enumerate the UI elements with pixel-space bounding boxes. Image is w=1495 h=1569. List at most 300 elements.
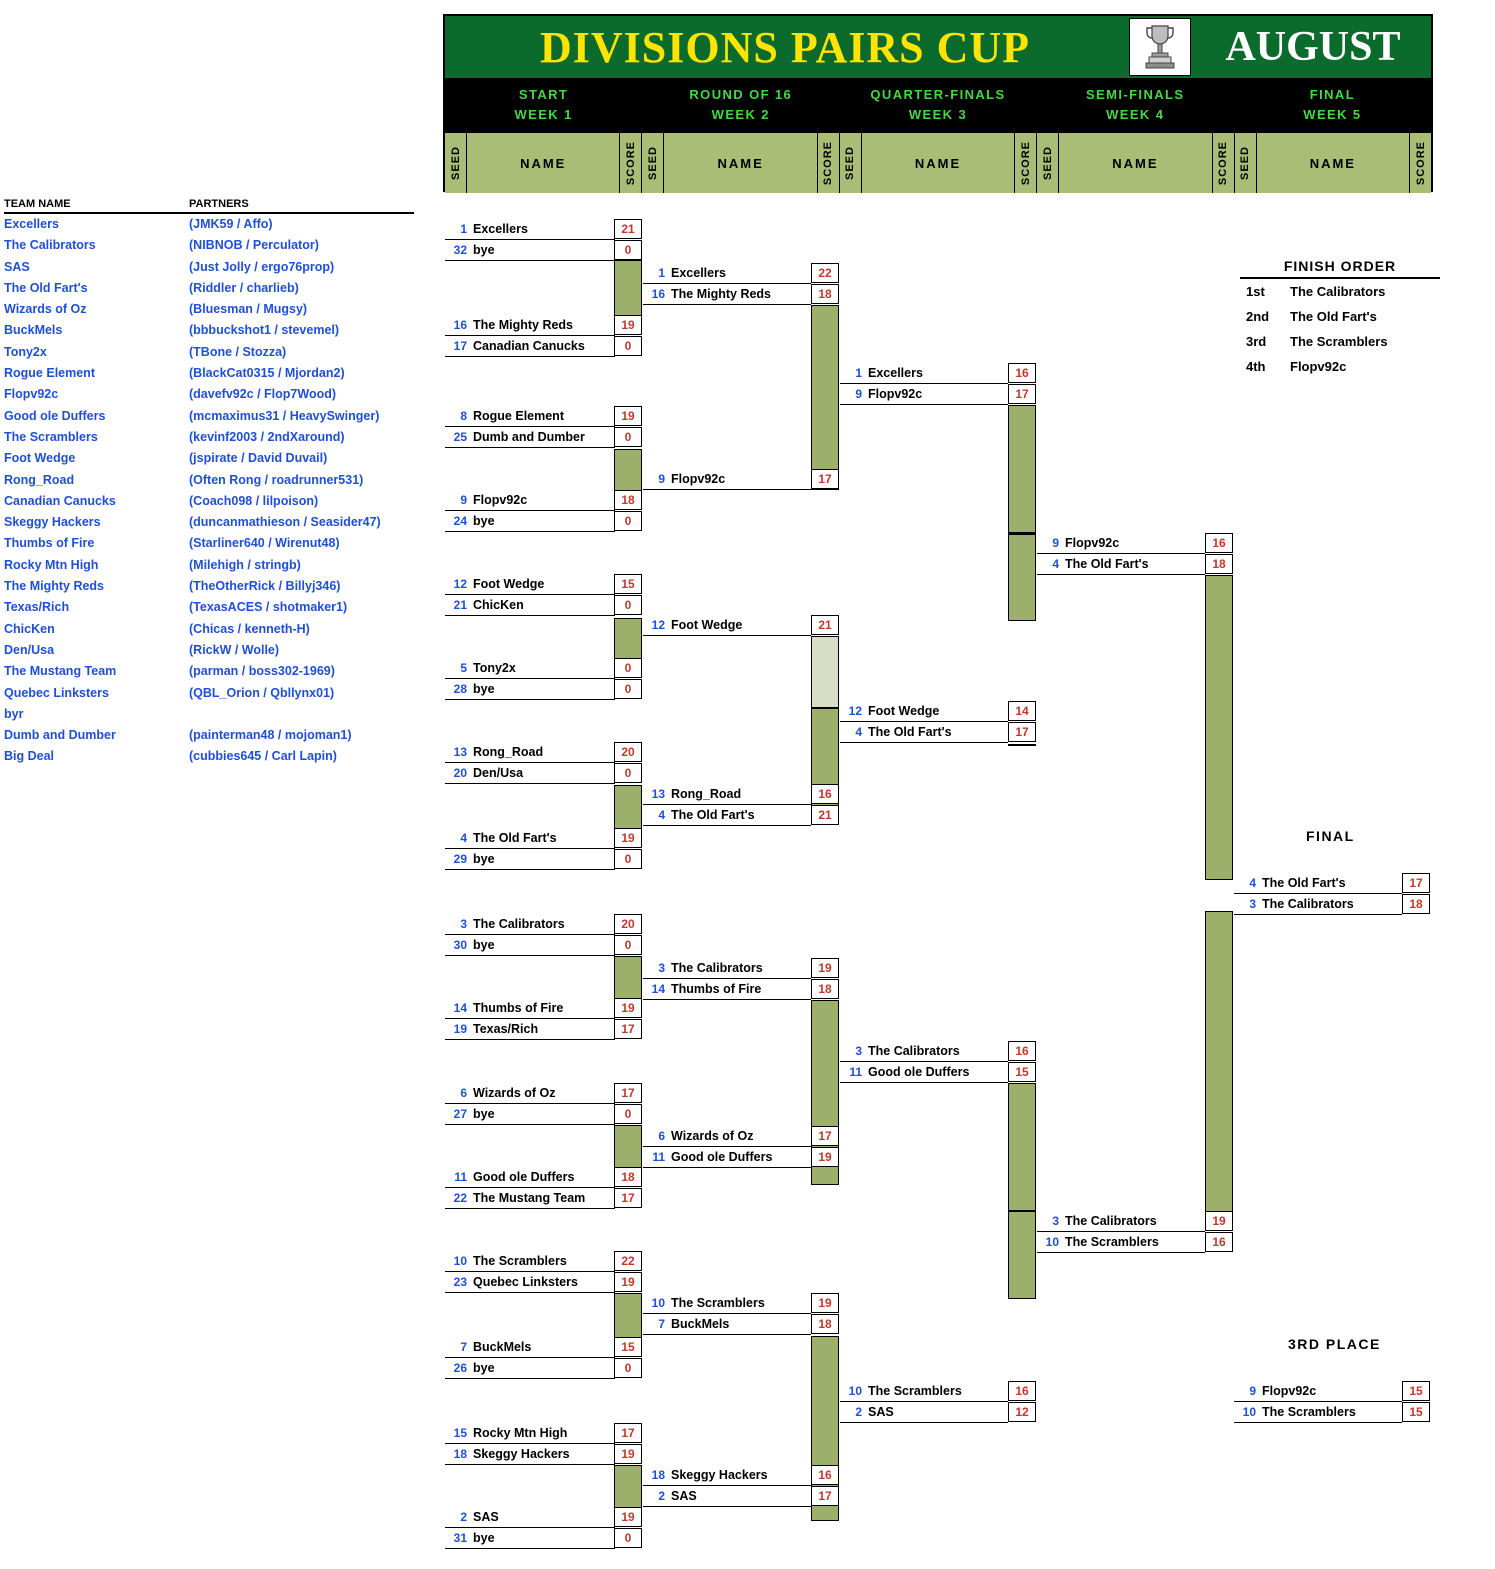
seed-number: 14 (651, 982, 665, 996)
team-label: Rong_Road (473, 745, 544, 759)
bracket-entry (445, 219, 615, 240)
score-box: 18 (811, 1314, 839, 1334)
team-label: The Old Fart's (1065, 557, 1149, 571)
seed-number: 32 (453, 243, 467, 257)
team-label: Flopv92c (473, 493, 528, 507)
team-name-table (4, 198, 414, 768)
finish-order-row (1240, 304, 1440, 329)
bracket-entry (445, 1251, 615, 1272)
team-row (4, 342, 414, 363)
bracket-entry (445, 849, 615, 870)
seed-number: 4 (658, 808, 665, 822)
team-partners: (TexasACES / shotmaker1) (189, 600, 348, 615)
seed-number: 3 (855, 1044, 862, 1058)
bracket-entry (1037, 533, 1205, 554)
bracket-entry (840, 1381, 1008, 1402)
seed-number: 25 (453, 430, 467, 444)
col-name: NAME (520, 155, 567, 171)
score-box: 0 (614, 1104, 642, 1124)
team-label: bye (473, 852, 495, 866)
bracket-entry (643, 1126, 811, 1147)
team-row (4, 661, 414, 682)
team-label: The Calibrators (1262, 897, 1354, 911)
col-name: NAME (1112, 155, 1159, 171)
bracket-entry (445, 406, 615, 427)
team-row (4, 214, 414, 235)
seed-number: 29 (453, 852, 467, 866)
team-name: The Scramblers (4, 429, 98, 444)
team-label: BuckMels (671, 1317, 730, 1331)
score-box: 15 (1402, 1402, 1430, 1422)
bracket-entry (1234, 1402, 1402, 1423)
team-row (4, 384, 414, 405)
place: 4th (1246, 359, 1266, 374)
score-box: 0 (614, 849, 642, 869)
team-label: bye (473, 682, 495, 696)
seed-number: 1 (855, 366, 862, 380)
score-box: 17 (811, 469, 839, 489)
col-seed: SEED (1037, 133, 1059, 193)
score-box: 18 (614, 1167, 642, 1187)
bracket-entry (445, 595, 615, 616)
team-partners: (Starliner640 / Wirenut48) (189, 536, 340, 551)
team-partners: (TheOtherRick / Billyj346) (189, 579, 341, 594)
team-name: Flopv92c (4, 387, 59, 402)
finish-order-row (1240, 279, 1440, 304)
bracket-connector (811, 305, 839, 490)
bracket-entry (445, 1272, 615, 1293)
team-rows (4, 214, 414, 768)
bracket-entry (643, 1486, 811, 1507)
team-partners: (RickW / Wolle) (189, 642, 280, 657)
team-label: The Mustang Team (473, 1191, 586, 1205)
col-score: SCORE (1409, 133, 1431, 193)
bracket-entry (840, 722, 1008, 743)
team: Flopv92c (1290, 359, 1347, 374)
team-partners: (Just Jolly / ergo76prop) (189, 259, 335, 274)
bracket-entry (643, 1465, 811, 1486)
team-label: Quebec Linksters (473, 1275, 578, 1289)
team-name: Rogue Element (4, 366, 95, 381)
bracket-connector (1008, 405, 1036, 533)
bracket-entry (445, 1528, 615, 1549)
team-partners: (QBL_Orion / Qbllynx01) (189, 685, 335, 700)
bracket-entry (1037, 1232, 1205, 1253)
team-name: BuckMels (4, 323, 63, 338)
rounds-bar (445, 78, 1431, 132)
bracket-connector (1205, 575, 1233, 880)
bracket-connector (614, 1125, 642, 1173)
bracket-entry (445, 679, 615, 700)
team-label: bye (473, 1531, 495, 1545)
bracket-entry (445, 1507, 615, 1528)
team-row (4, 491, 414, 512)
seed-number: 9 (1052, 536, 1059, 550)
team-row (4, 512, 414, 533)
seed-number: 3 (1052, 1214, 1059, 1228)
team-label: Excellers (868, 366, 923, 380)
seed-number: 18 (651, 1468, 665, 1482)
team-label: The Scramblers (671, 1296, 765, 1310)
bracket-connector (1008, 533, 1036, 535)
team-label: The Scramblers (1262, 1405, 1356, 1419)
team-partners: (duncanmathieson / Seasider47) (189, 515, 381, 530)
team-partners: (NIBNOB / Perculator) (189, 238, 319, 253)
team-row (4, 746, 414, 767)
seed-number: 1 (460, 222, 467, 236)
team-partners: (parman / boss302-1969) (189, 664, 335, 679)
team-row (4, 448, 414, 469)
col-group-week1 (445, 133, 642, 193)
seed-number: 20 (453, 766, 467, 780)
team-label: Flopv92c (868, 387, 923, 401)
team-label: Dumb and Dumber (473, 430, 585, 444)
team-label: Foot Wedge (868, 704, 940, 718)
col-name: NAME (914, 155, 962, 171)
bracket-entry (643, 1147, 811, 1168)
seed-number: 10 (453, 1254, 467, 1268)
finish-order-panel (1240, 258, 1440, 379)
score-box: 0 (614, 511, 642, 531)
seed-number: 14 (453, 1001, 467, 1015)
bracket-entry (840, 363, 1008, 384)
team-name: Good ole Duffers (4, 408, 106, 423)
score-box: 19 (811, 1293, 839, 1313)
score-box: 18 (1402, 894, 1430, 914)
team-partners: (JMK59 / Affo) (189, 217, 273, 231)
team-label: The Old Fart's (1262, 876, 1346, 890)
score-box: 16 (811, 784, 839, 804)
score-box: 16 (1205, 533, 1233, 553)
seed-number: 2 (658, 1489, 665, 1503)
bracket-entry (445, 336, 615, 357)
score-box: 20 (614, 914, 642, 934)
team-label: bye (473, 1361, 495, 1375)
seed-number: 28 (453, 682, 467, 696)
score-box: 17 (1402, 873, 1430, 893)
team-name: Texas/Rich (4, 600, 70, 615)
team-partners: (cubbies645 / Carl Lapin) (189, 749, 337, 764)
bracket-entry (643, 784, 811, 805)
team-label: The Old Fart's (671, 808, 755, 822)
team-label: The Scramblers (868, 1384, 962, 1398)
place: 2nd (1246, 309, 1270, 324)
team-row (4, 470, 414, 491)
team-row (4, 640, 414, 661)
team-row (4, 363, 414, 384)
round-of-16: ROUND OF 16 WEEK 2 (689, 87, 793, 122)
seed-number: 7 (658, 1317, 665, 1331)
score-box: 0 (614, 336, 642, 356)
score-box: 17 (614, 1188, 642, 1208)
team-name: Foot Wedge (4, 451, 76, 466)
bracket-entry (840, 701, 1008, 722)
seed-number: 18 (453, 1447, 467, 1461)
team-name: The Calibrators (4, 238, 96, 253)
col-seed: SEED (840, 133, 862, 193)
col-group-week5 (1235, 133, 1431, 193)
team-name: Den/Usa (4, 642, 55, 657)
team-row (4, 320, 414, 341)
finish-order-title: FINISH ORDER (1240, 258, 1440, 279)
team-name: Excellers (4, 217, 59, 231)
seed-number: 8 (460, 409, 467, 423)
team-partners: (Milehigh / stringb) (189, 557, 301, 572)
seed-number: 7 (460, 1340, 467, 1354)
col-score: SCORE (1212, 133, 1234, 193)
bracket-entry (445, 763, 615, 784)
score-box: 19 (614, 1507, 642, 1527)
score-box: 19 (614, 1272, 642, 1292)
bracket-entry (445, 511, 615, 532)
team-row (4, 725, 414, 746)
seed-number: 9 (460, 493, 467, 507)
seed-number: 3 (1249, 897, 1256, 911)
team-partners: (kevinf2003 / 2ndXaround) (189, 429, 345, 444)
team-row (4, 576, 414, 597)
bracket-connector (1008, 1211, 1036, 1299)
team-row (4, 278, 414, 299)
seed-number: 27 (453, 1107, 467, 1121)
seed-number: 10 (651, 1296, 665, 1310)
score-box: 17 (1008, 722, 1036, 742)
team-name: The Old Fart's (4, 280, 88, 295)
seed-number: 6 (460, 1086, 467, 1100)
team-label: The Scramblers (473, 1254, 567, 1268)
score-box: 12 (1008, 1402, 1036, 1422)
bracket-entry (445, 574, 615, 595)
team-label: Good ole Duffers (473, 1170, 575, 1184)
score-box: 19 (614, 406, 642, 426)
seed-number: 17 (453, 339, 467, 353)
seed-number: 16 (453, 318, 467, 332)
team-partners: (painterman48 / mojoman1) (189, 728, 352, 743)
bracket-connector (1205, 911, 1233, 1212)
score-box: 22 (614, 1251, 642, 1271)
team-label: Good ole Duffers (671, 1150, 773, 1164)
score-box: 14 (1008, 701, 1036, 721)
seed-number: 3 (460, 917, 467, 931)
team-label: Rogue Element (473, 409, 564, 423)
score-box: 0 (614, 595, 642, 615)
team-label: The Calibrators (868, 1044, 960, 1058)
seed-number: 30 (453, 938, 467, 952)
score-box: 19 (614, 998, 642, 1018)
bracket-connector (614, 1293, 642, 1341)
score-box: 21 (811, 805, 839, 825)
team-partners: (TBone / Stozza) (189, 344, 287, 359)
bracket-entry (445, 1423, 615, 1444)
round-final: FINAL WEEK 5 (1303, 87, 1362, 122)
score-box: 19 (614, 828, 642, 848)
score-box: 17 (1008, 384, 1036, 404)
bracket-entry (445, 658, 615, 679)
seed-number: 6 (658, 1129, 665, 1143)
month-label: AUGUST (1225, 24, 1401, 70)
score-box: 0 (614, 1358, 642, 1378)
score-box: 17 (811, 1486, 839, 1506)
team-label: Den/Usa (473, 766, 524, 780)
bracket-entry (445, 742, 615, 763)
bracket-entry (643, 469, 811, 490)
team-label: The Calibrators (1065, 1214, 1157, 1228)
score-box: 15 (614, 574, 642, 594)
team-label: Wizards of Oz (671, 1129, 754, 1143)
team-name: Big Deal (4, 749, 55, 764)
score-box: 22 (811, 263, 839, 283)
score-box: 17 (614, 1423, 642, 1443)
col-seed: SEED (642, 133, 664, 193)
bracket-connector (811, 636, 839, 708)
team-name: Wizards of Oz (4, 302, 87, 317)
score-box: 0 (614, 240, 642, 260)
team-name: byr (4, 706, 24, 721)
score-box: 18 (1205, 554, 1233, 574)
team-partners: (davefv92c / Flop7Wood) (189, 387, 337, 402)
team-label: Skeggy Hackers (473, 1447, 570, 1461)
team-row (4, 533, 414, 554)
score-box: 16 (1008, 1041, 1036, 1061)
team-label: Rong_Road (671, 787, 742, 801)
score-box: 16 (1205, 1232, 1233, 1252)
team-name: Dumb and Dumber (4, 728, 116, 743)
team-label: The Mighty Reds (473, 318, 574, 332)
team: The Old Fart's (1290, 309, 1377, 324)
bracket-entry (1037, 1211, 1205, 1232)
bracket-entry (445, 1337, 615, 1358)
score-box: 19 (614, 1444, 642, 1464)
team-partners: (Bluesman / Mugsy) (189, 302, 308, 317)
score-box: 18 (614, 490, 642, 510)
col-seed: SEED (1235, 133, 1257, 193)
score-box: 18 (811, 979, 839, 999)
place: 1st (1246, 284, 1265, 299)
team-row (4, 427, 414, 448)
score-box: 0 (614, 935, 642, 955)
bracket-entry (643, 958, 811, 979)
score-box: 16 (1008, 363, 1036, 383)
col-group-week2 (642, 133, 839, 193)
team-label: Thumbs of Fire (671, 982, 762, 996)
bracket-entry (840, 384, 1008, 405)
score-box: 0 (614, 1528, 642, 1548)
bracket-entry (445, 998, 615, 1019)
team-label: Flopv92c (671, 472, 726, 486)
col-name: NAME (717, 155, 764, 171)
seed-number: 4 (1052, 557, 1059, 571)
header-partners: PARTNERS (189, 198, 249, 210)
seed-number: 1 (658, 266, 665, 280)
score-box: 21 (614, 219, 642, 239)
score-box: 17 (614, 1019, 642, 1039)
team-label: SAS (671, 1489, 697, 1503)
team-label: Excellers (671, 266, 726, 280)
col-score: SCORE (817, 133, 839, 193)
col-group-week3 (840, 133, 1037, 193)
score-box: 16 (811, 1465, 839, 1485)
col-group-week4 (1037, 133, 1234, 193)
bracket-entry (643, 1293, 811, 1314)
column-header-bar (445, 132, 1431, 193)
trophy-icon (1129, 18, 1191, 76)
team: The Calibrators (1290, 284, 1386, 299)
third-place-label: 3RD PLACE (1288, 1336, 1381, 1352)
seed-number: 21 (453, 598, 467, 612)
seed-number: 12 (453, 577, 467, 591)
bracket-entry (445, 914, 615, 935)
bracket-connector (614, 956, 642, 1004)
score-box: 20 (614, 742, 642, 762)
seed-number: 31 (453, 1531, 467, 1545)
score-box: 19 (1205, 1211, 1233, 1231)
bracket-entry (840, 1041, 1008, 1062)
team-label: The Mighty Reds (671, 287, 772, 301)
bracket-entry (445, 490, 615, 511)
place: 3rd (1246, 334, 1267, 349)
score-box: 18 (811, 284, 839, 304)
seed-number: 13 (651, 787, 665, 801)
seed-number: 3 (658, 961, 665, 975)
bracket-entry (1037, 554, 1205, 575)
seed-number: 9 (658, 472, 665, 486)
bracket-connector (1008, 1083, 1036, 1211)
score-box: 17 (811, 1126, 839, 1146)
round-start: START WEEK 1 (514, 87, 573, 122)
title-bar (445, 16, 1431, 78)
bracket-entry (445, 315, 615, 336)
score-box: 19 (811, 1147, 839, 1167)
header-team-name: TEAM NAME (4, 198, 71, 210)
team-partners: (Chicas / kenneth-H) (189, 621, 310, 636)
team-row (4, 406, 414, 427)
team-name: ChicKen (4, 621, 55, 636)
team-label: ChicKen (473, 598, 524, 612)
team-row (4, 704, 414, 725)
score-box: 21 (811, 615, 839, 635)
team-label: Skeggy Hackers (671, 1468, 768, 1482)
seed-number: 19 (453, 1022, 467, 1036)
team-label: Canadian Canucks (473, 339, 585, 353)
seed-number: 26 (453, 1361, 467, 1375)
seed-number: 9 (855, 387, 862, 401)
team-label: The Old Fart's (473, 831, 557, 845)
team-label: Flopv92c (1065, 536, 1120, 550)
bracket-entry (840, 1062, 1008, 1083)
team-partners: (jspirate / David Duvail) (189, 451, 328, 466)
team-name: The Mighty Reds (4, 579, 105, 594)
bracket-entry (643, 979, 811, 1000)
seed-number: 11 (454, 1170, 467, 1184)
team: The Scramblers (1290, 334, 1388, 349)
team-partners: (Coach098 / lilpoison) (189, 493, 319, 508)
bracket-entry (445, 828, 615, 849)
seed-number: 4 (460, 831, 467, 845)
score-box: 0 (614, 427, 642, 447)
seed-number: 12 (848, 704, 862, 718)
seed-number: 4 (855, 725, 862, 739)
team-label: The Scramblers (1065, 1235, 1159, 1249)
bracket-entry (445, 1167, 615, 1188)
col-name: NAME (1309, 155, 1356, 171)
team-name: The Mustang Team (4, 664, 117, 679)
score-box: 15 (1402, 1381, 1430, 1401)
team-label: Tony2x (473, 661, 516, 675)
bracket-entry (643, 805, 811, 826)
team-row (4, 597, 414, 618)
table-header-row (4, 198, 414, 214)
seed-number: 16 (651, 287, 665, 301)
bracket-connector (614, 1465, 642, 1513)
